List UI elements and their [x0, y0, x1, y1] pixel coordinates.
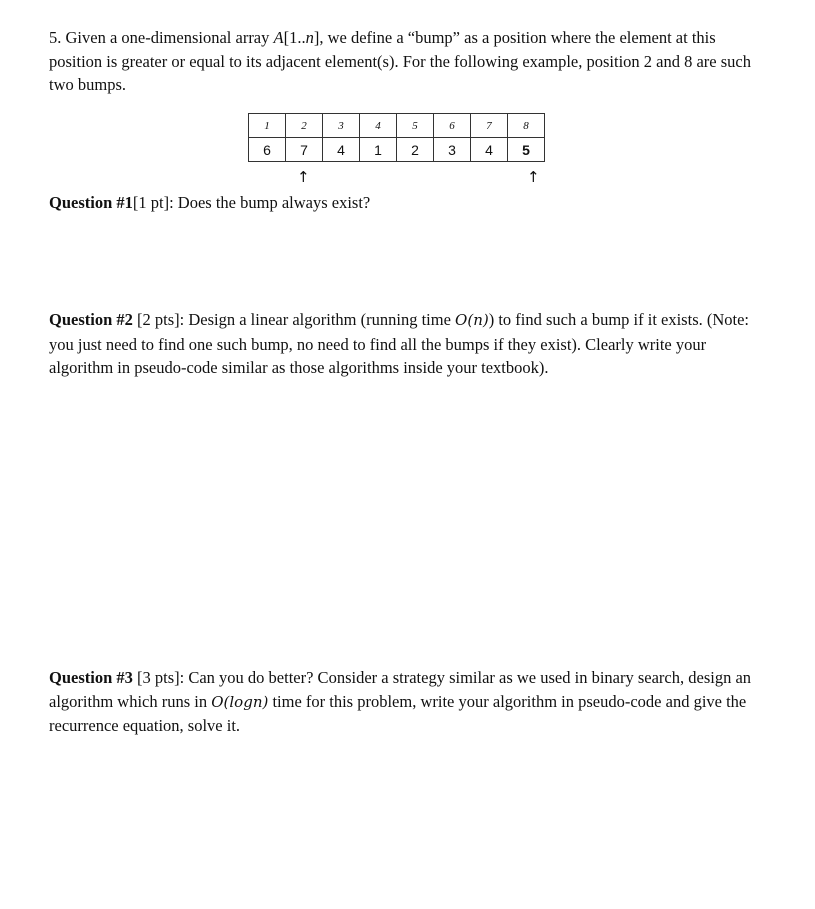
index-cell: 3 [323, 114, 360, 138]
bump-example-table [248, 113, 545, 162]
question-2 [49, 308, 769, 380]
value-cell: 1 [360, 138, 397, 162]
array-name: A [273, 28, 284, 47]
index-cell: 6 [434, 114, 471, 138]
bump-arrow-position-2-icon: ↑ [297, 168, 310, 186]
index-row [249, 114, 545, 138]
intro-text-a: Given a one-dimensional array [61, 28, 274, 47]
index-cell: 7 [471, 114, 508, 138]
bump-arrow-position-8-icon: ↑ [527, 168, 540, 186]
problem-statement [49, 26, 769, 97]
question-3-points: [3 pts] [132, 668, 180, 687]
question-3-text-b: time for this problem, write your algorithm in pseudo-code and give the recurrence equation, solve it. [49, 691, 747, 735]
array-close: ] [313, 28, 320, 47]
index-cell: 8 [508, 114, 545, 138]
value-cell: 5 [508, 138, 545, 162]
value-cell: 6 [249, 138, 286, 162]
value-cell: 3 [434, 138, 471, 162]
value-cell: 7 [286, 138, 323, 162]
array-n: n [305, 28, 314, 47]
question-2-text-a: : Design a linear algorithm (running time [179, 310, 456, 329]
question-1-points: [1 pt] [132, 193, 170, 212]
array-range: [1.. [283, 28, 306, 47]
question-1-text: : Does the bump always exist? [169, 193, 371, 212]
question-2-complexity: O(n) [455, 311, 489, 329]
problem-number: 5. [49, 28, 62, 47]
question-2-label: Question #2 [49, 310, 133, 329]
question-3 [49, 666, 769, 738]
question-2-points: [2 pts] [132, 310, 180, 329]
value-cell: 4 [471, 138, 508, 162]
question-1-label: Question #1 [49, 193, 133, 212]
value-row [249, 138, 545, 162]
question-2-text-b: ) to find such a bump if it exists. (Note: you just need to find one such bump, no need to find all the bumps if they exist). Clearly write your algorithm in pseudo-code similar as those algorithms inside your textbook). [49, 310, 750, 377]
intro-text-b: , we define a “bump” as a position where the element at this position is greater or equal to its adjacent element(s). For the following example, position 2 and 8 are such two bumps. [49, 28, 751, 94]
question-3-text-a: : Can you do better? Consider a strategy similar as we used in binary search, design an algorithm which runs in [49, 668, 752, 711]
index-cell: 4 [360, 114, 397, 138]
question-3-complexity: O(logn) [211, 692, 269, 711]
index-cell: 5 [397, 114, 434, 138]
question-3-label: Question #3 [49, 668, 133, 687]
index-cell: 2 [286, 114, 323, 138]
index-cell: 1 [249, 114, 286, 138]
value-cell: 2 [397, 138, 434, 162]
value-cell: 4 [323, 138, 360, 162]
question-1 [49, 191, 769, 215]
